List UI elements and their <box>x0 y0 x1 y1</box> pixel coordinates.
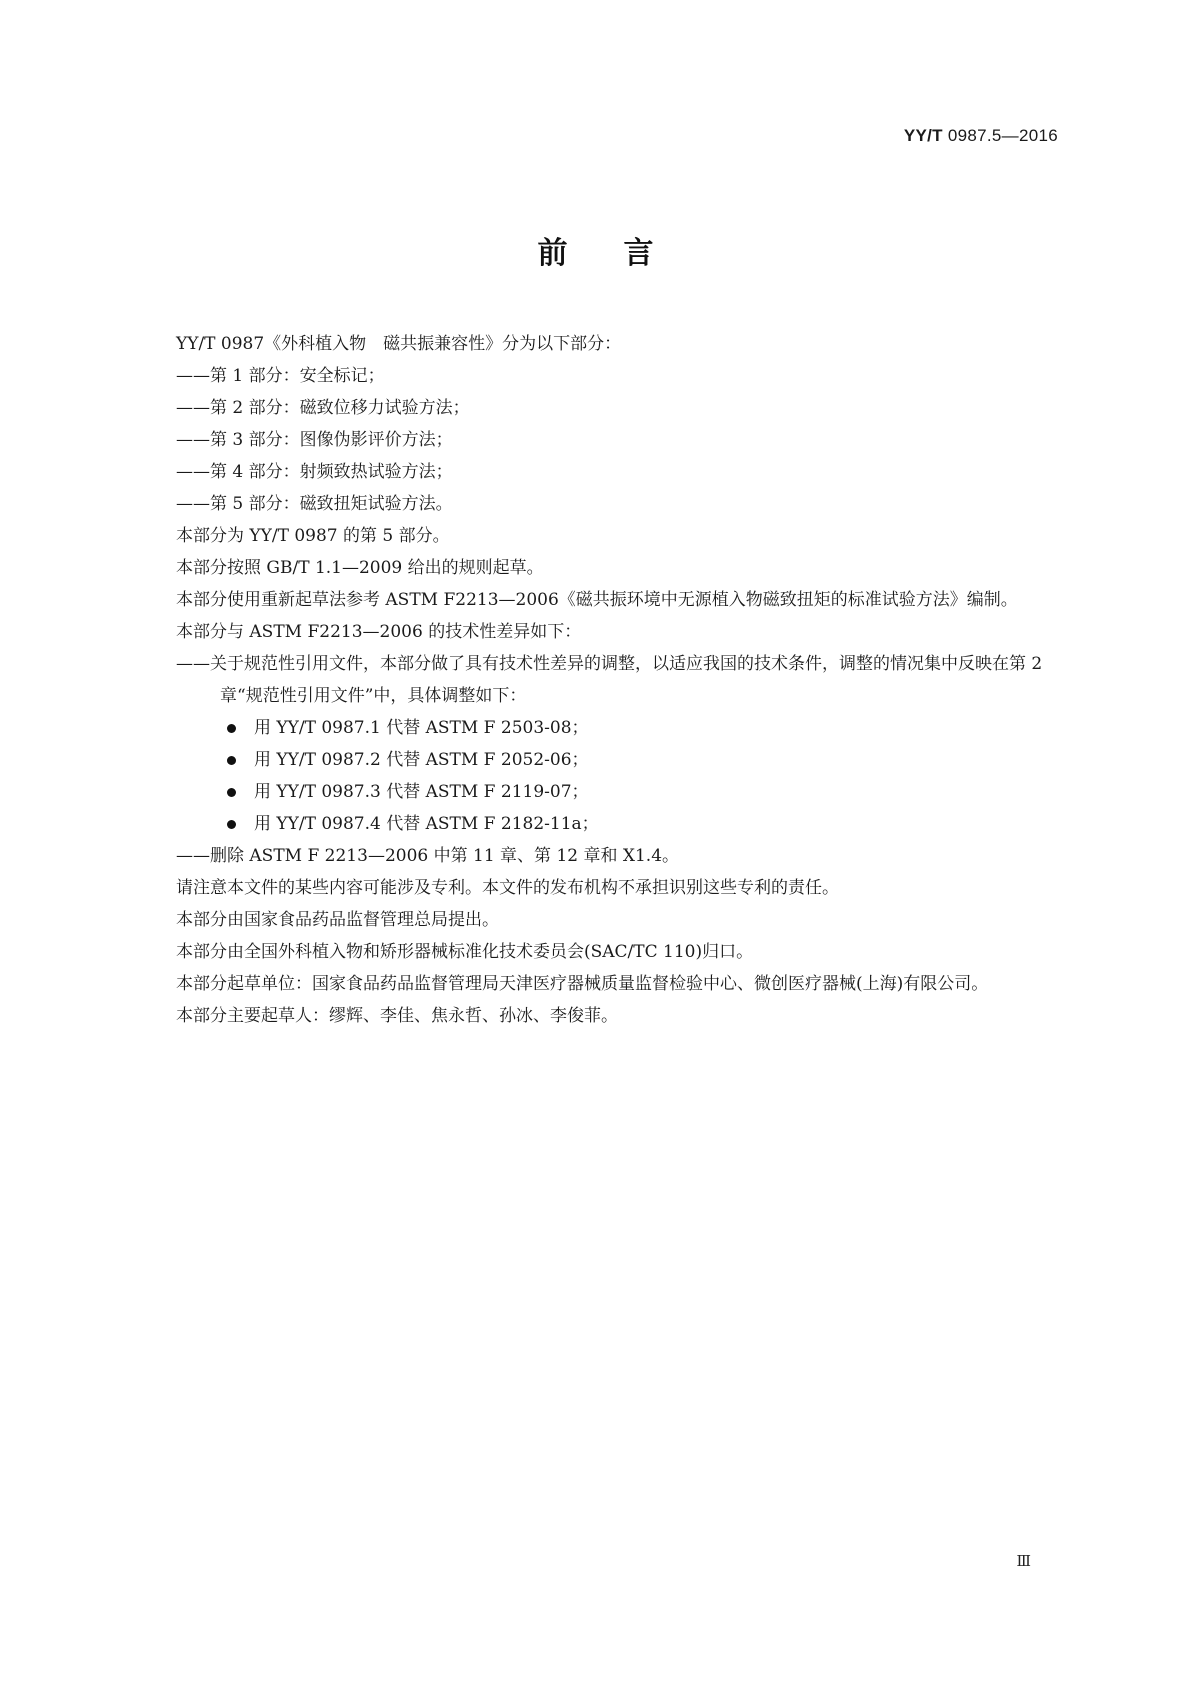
document-code-prefix: YY/T <box>903 126 943 145</box>
paragraph-drafting-rules: 本部分按照 GB/T 1.1—2009 给出的规则起草。 <box>176 558 544 578</box>
bullet-dot-icon <box>227 756 236 765</box>
list-item-part-3: ——第 3 部分：图像伪影评价方法； <box>176 430 453 450</box>
document-code <box>904 126 1058 146</box>
bullet-text: 用 YY/T 0987.4 代替 ASTM F 2182-11a； <box>254 814 599 834</box>
bullet-item-4 <box>132 808 1060 840</box>
paragraph-differences-intro: 本部分与 ASTM F2213—2006 的技术性差异如下： <box>176 622 582 642</box>
page-number: Ⅲ <box>1016 1552 1031 1570</box>
bullet-item-3 <box>132 776 1060 808</box>
bullet-text: 用 YY/T 0987.1 代替 ASTM F 2503-08； <box>254 718 589 738</box>
foreword-body <box>132 328 1060 1032</box>
list-item-part-2: ——第 2 部分：磁致位移力试验方法； <box>176 398 470 418</box>
paragraph-technical-committee: 本部分由全国外科植入物和矫形器械标准化技术委员会(SAC/TC 110)归口。 <box>176 942 754 962</box>
document-code-number: 0987.5—2016 <box>947 126 1058 145</box>
bullet-text: 用 YY/T 0987.3 代替 ASTM F 2119-07； <box>254 782 589 802</box>
paragraph-drafting-units: 本部分起草单位：国家食品药品监督管理局天津医疗器械质量监督检验中心、微创医疗器械(上海)有限公司。 <box>176 974 989 994</box>
list-item-part-5: ——第 5 部分：磁致扭矩试验方法。 <box>176 494 453 514</box>
paragraph-part-number: 本部分为 YY/T 0987 的第 5 部分。 <box>176 526 450 546</box>
bullet-dot-icon <box>227 724 236 733</box>
paragraph-patent-notice: 请注意本文件的某些内容可能涉及专利。本文件的发布机构不承担识别这些专利的责任。 <box>176 878 839 898</box>
paragraph-drafters: 本部分主要起草人：缪辉、李佳、焦永哲、孙冰、李俊菲。 <box>176 1006 618 1026</box>
bullet-item-2 <box>132 744 1060 776</box>
paragraph-proposed-by: 本部分由国家食品药品监督管理总局提出。 <box>176 910 499 930</box>
bullet-dot-icon <box>227 788 236 797</box>
bullet-text: 用 YY/T 0987.2 代替 ASTM F 2052-06； <box>254 750 589 770</box>
paragraph-reference-standard: 本部分使用重新起草法参考 ASTM F2213—2006《磁共振环境中无源植入物磁致扭矩的标准试验方法》编制。 <box>176 590 1018 610</box>
page-title: 前言 <box>537 236 710 271</box>
paragraph-parts-intro: YY/T 0987《外科植入物 磁共振兼容性》分为以下部分： <box>176 334 622 354</box>
bullet-dot-icon <box>227 820 236 829</box>
list-item-normative-references: ——关于规范性引用文件，本部分做了具有技术性差异的调整，以适应我国的技术条件，调整的情况集中反映在第 2 章“规范性引用文件”中，具体调整如下： <box>176 654 1043 706</box>
list-item-part-1: ——第 1 部分：安全标记； <box>176 366 385 386</box>
bullet-item-1 <box>132 712 1060 744</box>
list-item-part-4: ——第 4 部分：射频致热试验方法； <box>176 462 453 482</box>
list-item-deletion: ——删除 ASTM F 2213—2006 中第 11 章、第 12 章和 X1.4。 <box>176 846 680 866</box>
